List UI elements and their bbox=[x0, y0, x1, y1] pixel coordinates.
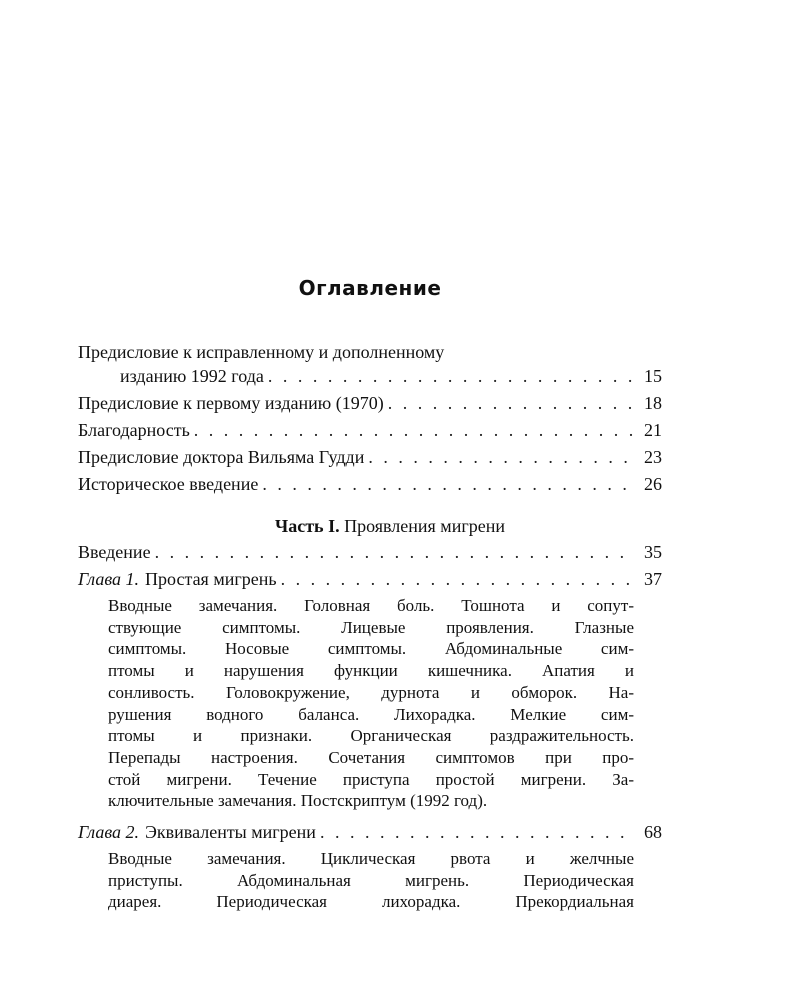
chapter-title: Эквиваленты мигрени bbox=[145, 822, 316, 843]
part-number: Часть I. bbox=[275, 516, 340, 536]
description-line: птомы и признаки. Органическая раздражительность. bbox=[108, 726, 634, 746]
description-line: сонливость. Головокружение, дурнота и обморок. На- bbox=[108, 682, 634, 702]
toc-page-number: 37 bbox=[644, 569, 662, 589]
toc-page-number: 26 bbox=[644, 474, 662, 494]
description-line: рушения водного баланса. Лихорадка. Мелкие сим- bbox=[108, 704, 634, 724]
dot-leader bbox=[155, 540, 634, 564]
description-line: птомы и нарушения функции кишечника. Апатия и bbox=[108, 661, 634, 681]
toc-page-number: 35 bbox=[644, 542, 662, 562]
description-line: приступы. Абдоминальная мигрень. Периодическая bbox=[108, 870, 634, 890]
toc-entry-chapter-1[interactable] bbox=[78, 567, 662, 591]
description-line: стой мигрени. Течение приступа простой мигрени. За- bbox=[108, 769, 634, 789]
toc-entry-title: Предисловие доктора Вильяма Гудди bbox=[78, 447, 365, 467]
toc-entry-title-cont: изданию 1992 года bbox=[120, 366, 264, 386]
chapter-label: Глава 2. bbox=[78, 822, 140, 843]
toc-entry-introduction[interactable] bbox=[78, 540, 662, 564]
description-line: диарея. Периодическая лихорадка. Прекордиальная bbox=[108, 892, 634, 912]
toc-entry-goody-preface[interactable] bbox=[78, 445, 662, 469]
dot-leader bbox=[262, 472, 634, 496]
toc-page-number: 68 bbox=[644, 822, 662, 843]
toc-entry-title: Предисловие к первому изданию (1970) bbox=[78, 393, 384, 413]
toc-page-number: 15 bbox=[644, 366, 662, 386]
toc-page-number: 23 bbox=[644, 447, 662, 467]
toc-entry-title: Введение bbox=[78, 542, 151, 562]
chapter-title: Простая мигрень bbox=[145, 569, 277, 589]
description-line: ключительные замечания. Постскриптум (1992 год). bbox=[108, 791, 488, 811]
toc-entry-title: Историческое введение bbox=[78, 474, 259, 494]
dot-leader bbox=[388, 391, 634, 415]
chapter-label: Глава 1. bbox=[78, 569, 140, 589]
table-of-contents bbox=[78, 340, 662, 921]
toc-entry-preface-1970[interactable] bbox=[78, 391, 662, 415]
dot-leader bbox=[281, 567, 634, 591]
toc-page-number: 21 bbox=[644, 420, 662, 440]
description-line: симптомы. Носовые симптомы. Абдоминальные сим- bbox=[108, 639, 634, 659]
toc-entry-title: Предисловие к исправленному и дополненному bbox=[78, 342, 445, 362]
dot-leader bbox=[320, 820, 634, 844]
dot-leader bbox=[194, 418, 634, 442]
toc-page-number: 18 bbox=[644, 393, 662, 413]
description-line: Вводные замечания. Головная боль. Тошнота и сопут- bbox=[108, 596, 634, 615]
toc-entry-acknowledgements[interactable] bbox=[78, 418, 662, 442]
dot-leader bbox=[268, 364, 634, 388]
description-line: Вводные замечания. Циклическая рвота и желчные bbox=[108, 849, 634, 869]
description-line: ствующие симптомы. Лицевые проявления. Глазные bbox=[108, 617, 634, 637]
dot-leader bbox=[368, 445, 634, 469]
toc-entry-historical-intro[interactable] bbox=[78, 472, 662, 496]
part-title: Проявления мигрени bbox=[344, 516, 505, 536]
toc-entry-chapter-2[interactable] bbox=[78, 820, 662, 844]
chapter-1-description bbox=[78, 595, 662, 812]
toc-entry-preface-1992[interactable] bbox=[78, 340, 662, 388]
chapter-2-description bbox=[78, 848, 662, 913]
description-line: Перепады настроения. Сочетания симптомов при про- bbox=[108, 747, 634, 767]
toc-entry-title: Благодарность bbox=[78, 420, 190, 440]
part-heading bbox=[78, 514, 662, 538]
page-title: Оглавление bbox=[298, 276, 442, 300]
